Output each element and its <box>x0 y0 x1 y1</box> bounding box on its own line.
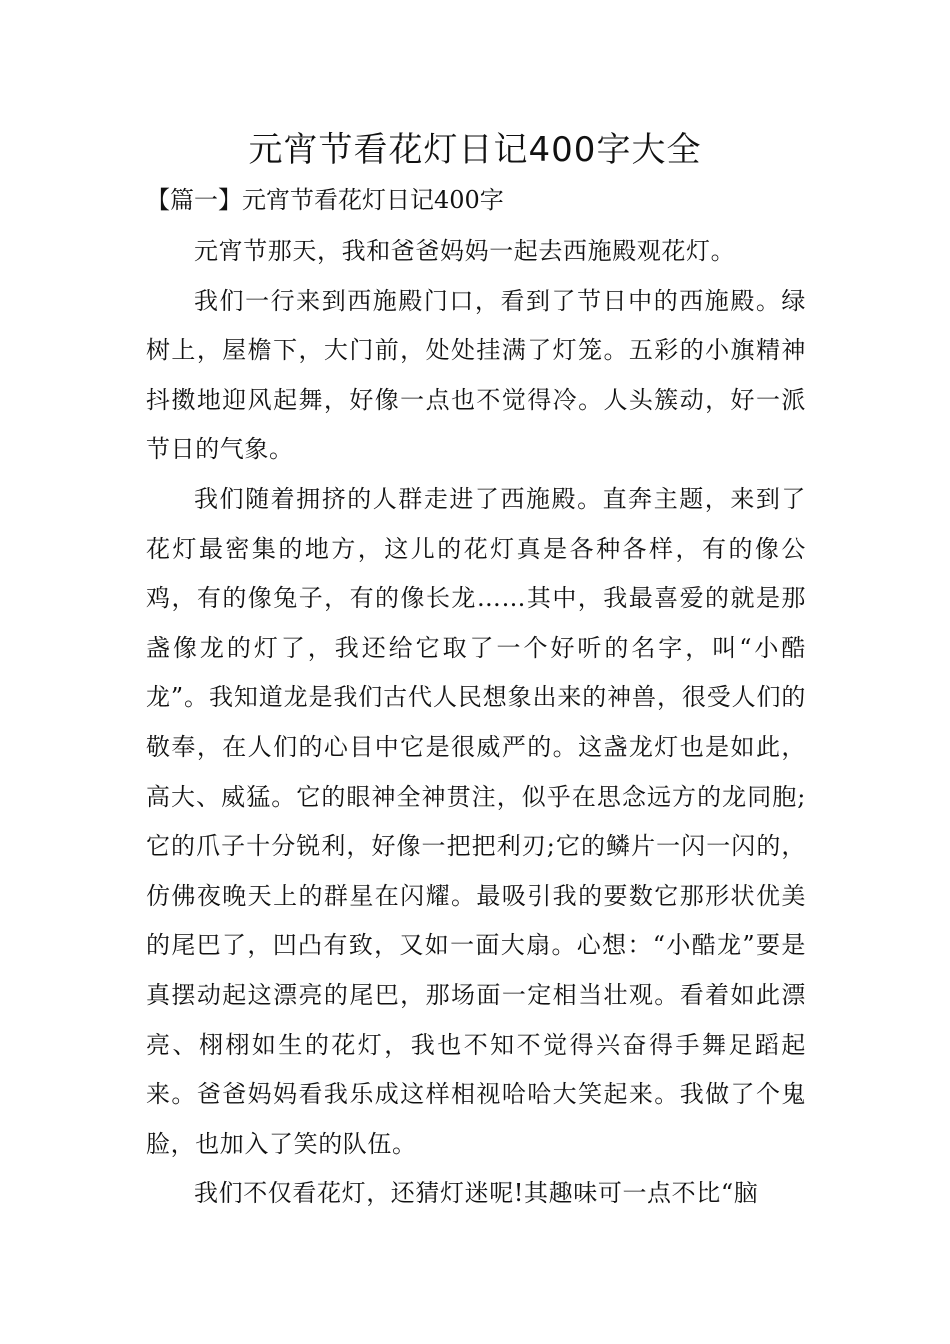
paragraph: 元宵节那天，我和爸爸妈妈一起去西施殿观花灯。 <box>194 237 736 265</box>
paragraph: 我们一行来到西施殿门口，看到了节日中的西施殿。绿树上，屋檐下，大门前，处处挂满了灯笼。五彩的小旗精神抖擞地迎风起舞，好像一点也不觉得冷。人头簇动，好一派节日的气象。 <box>146 286 806 464</box>
paragraph: 我们随着拥挤的人群走进了西施殿。直奔主题，来到了花灯最密集的地方，这儿的花灯真是各种各样，有的像公鸡，有的像兔子，有的像长龙……其中，我最喜爱的就是那盏像龙的灯了，我还给它取了一个好听的名字，叫“小酷龙”。我知道龙是我们古代人民想象出来的神兽，很受人们的敬奉，在人们的心目中它是很威严的。这盏龙灯也是如此，高大、威猛。它的眼神全神贯注，似乎在思念远方的龙同胞;它的爪子十分锐利，好像一把把利刃;它的鳞片一闪一闪的，仿佛夜晚天上的群星在闪耀。最吸引我的要数它那形状优美的尾巴了，凹凸有致，又如一面大扇。心想：“小酷龙”要是真摆动起这漂亮的尾巴，那场面一定相当壮观。看着如此漂亮、栩栩如生的花灯，我也不知不觉得兴奋得手舞足蹈起来。爸爸妈妈看我乐成这样相视哈哈大笑起来。我做了个鬼脸，也加入了笑的队伍。 <box>146 484 806 1158</box>
page-title: 元宵节看花灯日记400字大全 <box>248 130 702 170</box>
section-heading: 【篇一】元宵节看花灯日记400字 <box>146 186 504 214</box>
article-body <box>146 227 806 1219</box>
paragraph: 我们不仅看花灯，还猜灯迷呢!其趣味可一点不比“脑 <box>194 1179 759 1208</box>
